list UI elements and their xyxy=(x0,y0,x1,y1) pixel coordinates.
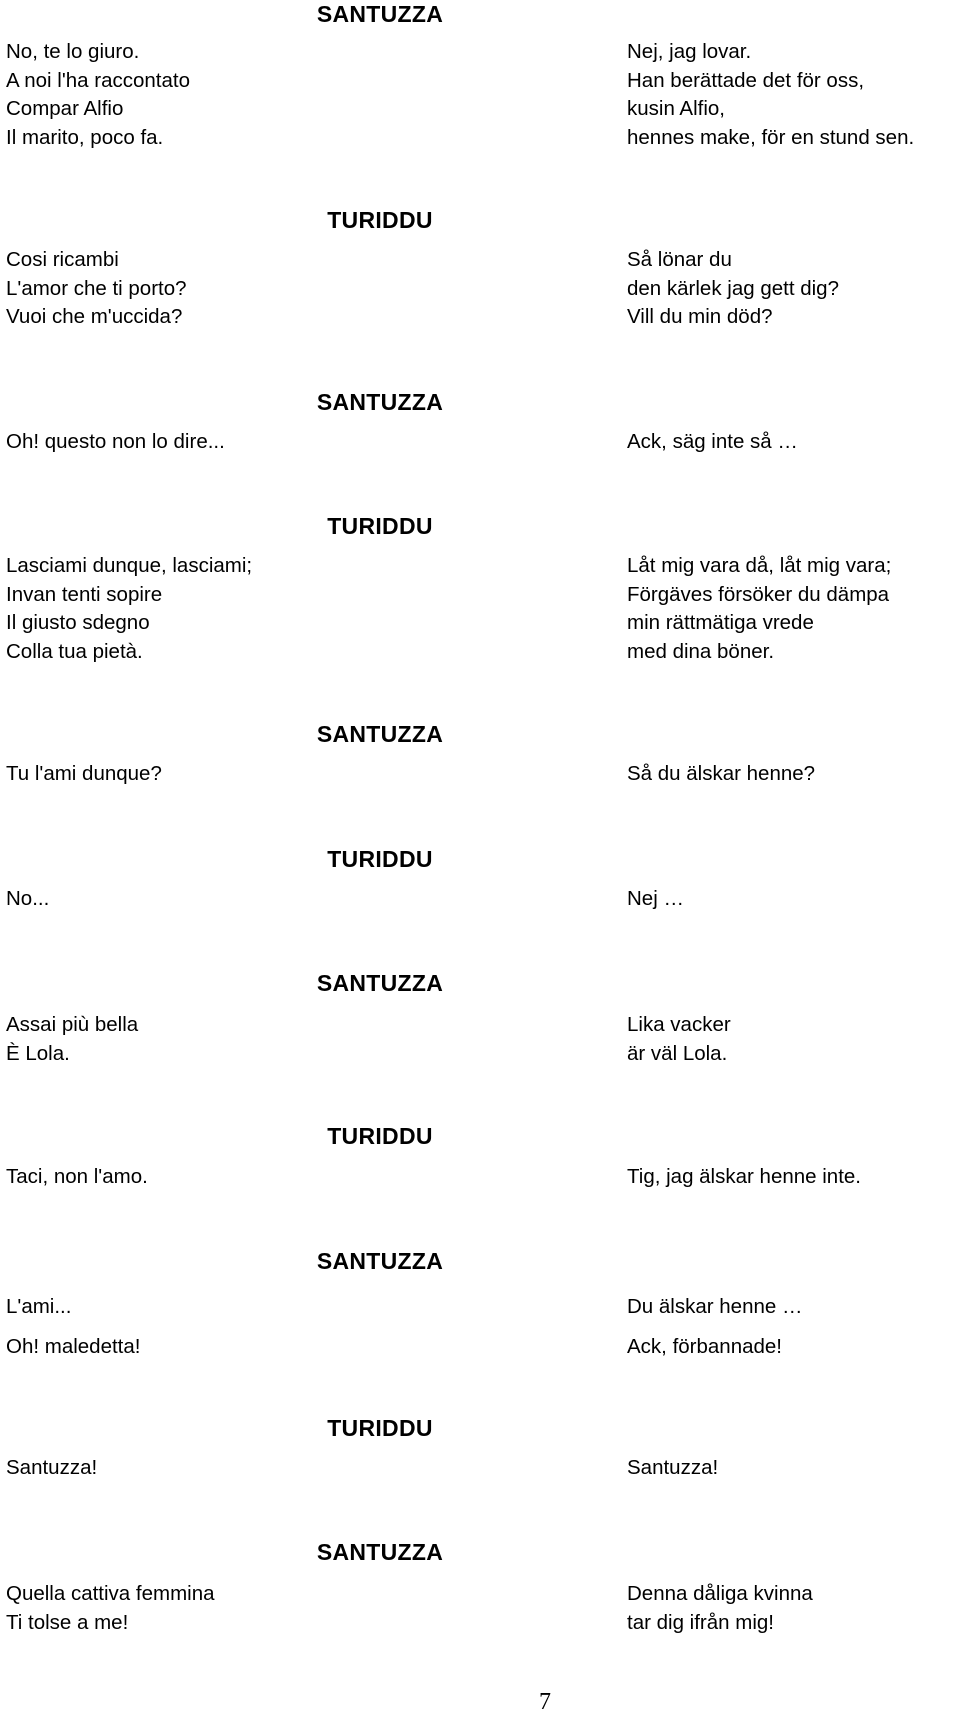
italian-lines xyxy=(6,38,190,152)
speaker-name: TURIDDU xyxy=(327,513,433,539)
italian-line: Vuoi che m'uccida? xyxy=(6,305,183,328)
swedish-lines xyxy=(627,1287,802,1367)
italian-line: Taci, non l'amo. xyxy=(6,1165,148,1188)
swedish-line: kusin Alfio, xyxy=(627,97,725,120)
italian-line: Santuzza! xyxy=(6,1456,98,1479)
swedish-line: Så lönar du xyxy=(627,248,732,271)
italian-line: L'amor che ti porto? xyxy=(6,276,187,300)
swedish-line: Nej, jag lovar. xyxy=(627,40,752,63)
swedish-lines xyxy=(627,428,798,457)
italian-line: Il giusto sdegno xyxy=(6,611,150,634)
speaker-name: SANTUZZA xyxy=(316,1539,444,1565)
italian-lines xyxy=(6,1287,140,1367)
swedish-lines xyxy=(627,246,839,332)
swedish-line: Du älskar henne … xyxy=(627,1295,803,1318)
italian-line: Tu l'ami dunque? xyxy=(6,762,162,785)
speaker-name: SANTUZZA xyxy=(316,1248,444,1274)
swedish-line: hennes make, för en stund sen. xyxy=(627,125,915,149)
italian-lines xyxy=(6,1163,148,1192)
swedish-lines xyxy=(627,1454,718,1483)
speaker-name: TURIDDU xyxy=(327,1415,433,1441)
speaker-name: SANTUZZA xyxy=(316,389,444,415)
swedish-line: tar dig ifrån mig! xyxy=(627,1610,774,1634)
italian-line: L'ami... xyxy=(6,1295,72,1318)
swedish-line: Ack, säg inte så … xyxy=(627,430,798,453)
swedish-line: Santuzza! xyxy=(627,1456,719,1479)
speaker-name: SANTUZZA xyxy=(316,970,444,996)
italian-lines xyxy=(6,1580,215,1637)
italian-lines xyxy=(6,552,252,666)
swedish-line: min rättmätiga vrede xyxy=(627,611,814,634)
italian-lines xyxy=(6,428,225,457)
swedish-line: Lika vacker xyxy=(627,1013,731,1036)
italian-line: È Lola. xyxy=(6,1041,70,1065)
swedish-line: Låt mig vara då, låt mig vara; xyxy=(627,554,892,577)
italian-line: Invan tenti sopire xyxy=(6,582,163,606)
italian-line: Oh! questo non lo dire... xyxy=(6,430,225,453)
italian-line: Assai più bella xyxy=(6,1013,139,1036)
italian-line: Ti tolse a me! xyxy=(6,1610,129,1634)
swedish-line: Han berättade det för oss, xyxy=(627,68,865,92)
speaker-name: TURIDDU xyxy=(327,1123,433,1149)
swedish-lines xyxy=(627,885,684,914)
swedish-line: den kärlek jag gett dig? xyxy=(627,276,839,300)
speaker-name: SANTUZZA xyxy=(316,721,444,747)
swedish-line: Förgäves försöker du dämpa xyxy=(627,582,890,606)
italian-line: Il marito, poco fa. xyxy=(6,125,164,149)
italian-line: No... xyxy=(6,887,50,910)
swedish-line: med dina böner. xyxy=(627,639,775,663)
swedish-line: Ack, förbannade! xyxy=(627,1335,782,1358)
italian-line: Quella cattiva femmina xyxy=(6,1582,215,1605)
swedish-line: Tig, jag älskar henne inte. xyxy=(627,1165,861,1188)
speaker-name: TURIDDU xyxy=(327,207,433,233)
swedish-line: är väl Lola. xyxy=(627,1041,728,1065)
swedish-lines xyxy=(627,760,815,789)
page-number: 7 xyxy=(539,1689,551,1715)
swedish-lines xyxy=(627,38,914,152)
italian-line: No, te lo giuro. xyxy=(6,40,140,63)
swedish-line: Så du älskar henne? xyxy=(627,762,816,785)
swedish-lines xyxy=(627,1011,731,1068)
italian-line: Colla tua pietà. xyxy=(6,639,143,663)
italian-lines xyxy=(6,246,187,332)
swedish-lines xyxy=(627,1580,813,1637)
italian-line: A noi l'ha raccontato xyxy=(6,68,190,92)
italian-lines xyxy=(6,1454,97,1483)
italian-line: Cosi ricambi xyxy=(6,248,119,271)
swedish-line: Nej … xyxy=(627,887,684,910)
italian-line: Lasciami dunque, lasciami; xyxy=(6,554,253,577)
italian-lines xyxy=(6,1011,138,1068)
swedish-line: Vill du min död? xyxy=(627,305,773,328)
speaker-name: SANTUZZA xyxy=(316,1,444,27)
speaker-name: TURIDDU xyxy=(327,846,433,872)
italian-line: Compar Alfio xyxy=(6,97,124,120)
italian-line: Oh! maledetta! xyxy=(6,1335,141,1358)
swedish-lines xyxy=(627,1163,861,1192)
italian-lines xyxy=(6,885,49,914)
swedish-line: Denna dåliga kvinna xyxy=(627,1582,813,1605)
swedish-lines xyxy=(627,552,891,666)
italian-lines xyxy=(6,760,162,789)
